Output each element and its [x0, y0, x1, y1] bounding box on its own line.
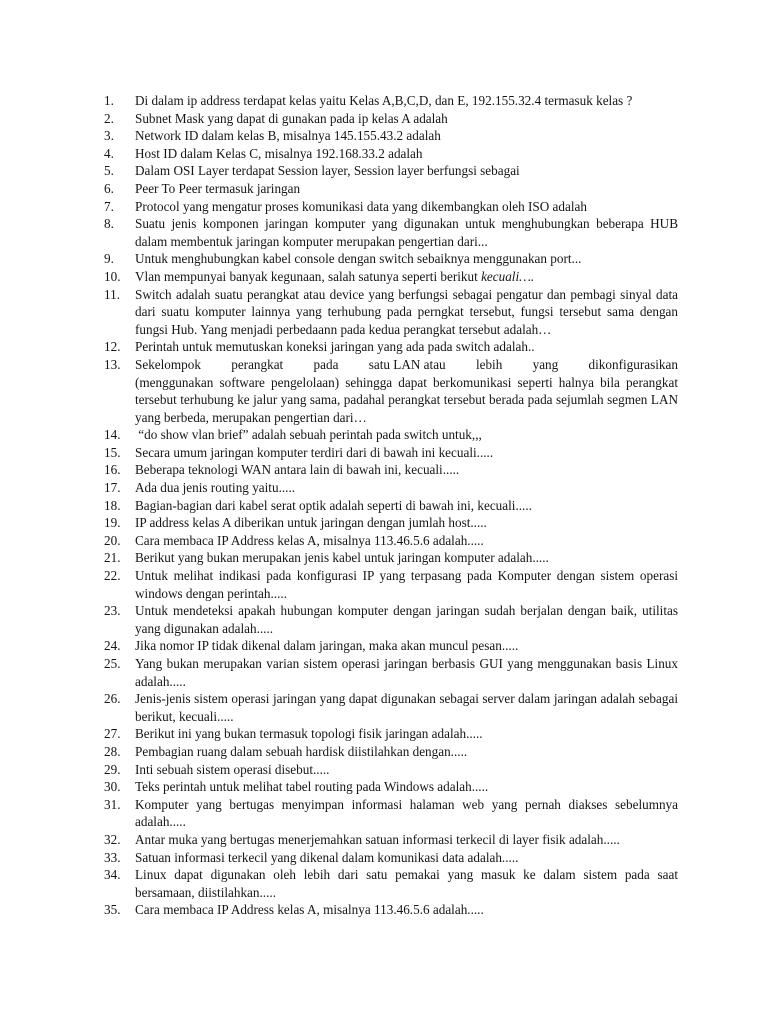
- question-number: 21.: [104, 550, 121, 566]
- question-number: 22.: [104, 568, 121, 584]
- question-text: Suatu jenis komponen jaringan komputer yang digunakan untuk menghubungkan beberapa HUB dalam membentuk jaringan komputer merupakan pengertian dari...: [135, 216, 678, 249]
- question-number: 31.: [104, 796, 121, 812]
- question-text: Antar muka yang bertugas menerjemahkan satuan informasi terkecil di layer fisik adalah.....: [135, 831, 620, 847]
- question-number: 25.: [104, 656, 121, 671]
- question-number: 33.: [104, 849, 121, 865]
- question-text: Secara umum jaringan komputer terdiri dari di bawah ini kecuali.....: [135, 444, 494, 460]
- question-item: [104, 110, 678, 128]
- question-text: IP address kelas A diberikan untuk jaringan dengan jumlah host.....: [135, 515, 487, 531]
- question-item: [104, 866, 678, 901]
- question-item: [104, 338, 678, 356]
- question-number: 5.: [104, 163, 114, 179]
- question-item: [104, 268, 678, 286]
- question-list: [104, 92, 678, 919]
- question-text: Di dalam ip address terdapat kelas yaitu Kelas A,B,C,D, dan E, 192.155.32.4 termasuk kelas ?: [135, 93, 633, 108]
- question-item: [104, 198, 678, 216]
- question-item: [104, 180, 678, 198]
- question-text: Untuk menghubungkan kabel console dengan switch sebaiknya menggunakan port...: [135, 251, 582, 267]
- question-number: 9.: [104, 251, 114, 267]
- question-text: Berikut yang bukan merupakan jenis kabel untuk jaringan komputer adalah.....: [135, 550, 549, 566]
- question-item: [104, 778, 678, 796]
- question-text: Host ID dalam Kelas C, misalnya 192.168.33.2 adalah: [135, 145, 423, 161]
- question-text: Subnet Mask yang dapat di gunakan pada ip kelas A adalah: [135, 110, 448, 126]
- question-number: 12.: [104, 339, 121, 355]
- question-item: [104, 461, 678, 479]
- question-item: [104, 479, 678, 497]
- question-text: “do show vlan brief” adalah sebuah perintah pada switch untuk,,,: [135, 427, 482, 443]
- question-item: [104, 250, 678, 268]
- question-text: Jika nomor IP tidak dikenal dalam jaringan, maka akan muncul pesan.....: [135, 638, 519, 654]
- question-number: 28.: [104, 743, 121, 759]
- question-number: 2.: [104, 110, 114, 126]
- question-number: 35.: [104, 902, 121, 918]
- question-item: [104, 567, 678, 602]
- word: satu LAN atau: [368, 356, 446, 372]
- question-number: 19.: [104, 515, 121, 531]
- question-text: Yang bukan merupakan varian sistem operasi jaringan berbasis GUI yang menggunakan basis Linux adalah.....: [135, 656, 678, 689]
- question-text: Protocol yang mengatur proses komunikasi data yang dikembangkan oleh ISO adalah: [135, 198, 587, 214]
- question-text: Perintah untuk memutuskan koneksi jaringan yang ada pada switch adalah..: [135, 339, 535, 355]
- question-text: Ada dua jenis routing yaitu.....: [135, 480, 296, 496]
- word: Sekelompok: [135, 356, 201, 372]
- question-text: Satuan informasi terkecil yang dikenal dalam komunikasi data adalah.....: [135, 849, 519, 865]
- question-text: Untuk melihat indikasi pada konfigurasi IP yang terpasang pada Komputer dengan sistem operasi windows dengan perintah.....: [135, 568, 678, 601]
- question-number: 10.: [104, 268, 121, 284]
- question-text: Dalam OSI Layer terdapat Session layer, Session layer berfungsi sebagai: [135, 163, 520, 179]
- question-item: [104, 127, 678, 145]
- question-number: 4.: [104, 145, 114, 161]
- question-number: 27.: [104, 726, 121, 742]
- question-text: Switch adalah suatu perangkat atau device yang berfungsi sebagai pengatur dan pembagi sinyal data dari suatu komputer lainnya yang terhubung pada perngkat tersebut, fungsi tersebut sama dengan fungsi Hub. Yang menjadi perbedaann pada kedua perangkat tersebut adalah…: [135, 286, 678, 337]
- question-text-rest: (menggunakan software pengelolaan) sehingga dapat berkomunikasi seperti halnya bila perangkat tersebut terhubung ke jalur yang sama, padahal perangkat tersebut berada pada sejumlah segmen LAN yang berbeda, merupakan pengertian dari…: [135, 374, 678, 425]
- question-item: [104, 690, 678, 725]
- question-item: [104, 743, 678, 761]
- question-item: [104, 444, 678, 462]
- question-number: 6.: [104, 180, 114, 196]
- question-item: [104, 532, 678, 550]
- question-number: 17.: [104, 480, 121, 496]
- question-text: Untuk mendeteksi apakah hubungan komputer dengan jaringan sudah berjalan dengan baik, utilitas yang digunakan adalah.....: [135, 603, 678, 636]
- question-text: Linux dapat digunakan oleh lebih dari satu pemakai yang masuk ke dalam sistem pada saat bersamaan, diistilahkan.....: [135, 867, 678, 900]
- question-text: Komputer yang bertugas menyimpan informasi halaman web yang pernah diakses sebelumnya adalah.....: [135, 796, 678, 830]
- question-item: [104, 356, 678, 426]
- question-number: 3.: [104, 128, 114, 144]
- question-text: Inti sebuah sistem operasi disebut.....: [135, 761, 330, 777]
- question-item: [104, 497, 678, 515]
- question-item: [104, 215, 678, 250]
- question-item: [104, 796, 678, 831]
- question-number: 1.: [104, 93, 114, 108]
- question-item: [104, 426, 678, 444]
- question-text: Cara membaca IP Address kelas A, misalnya 113.46.5.6 adalah.....: [135, 532, 484, 548]
- question-item: [104, 761, 678, 779]
- question-text: [135, 268, 678, 286]
- word: dikonfigurasikan: [588, 356, 678, 372]
- question-item: [104, 602, 678, 637]
- word: pada: [313, 356, 339, 372]
- question-number: 34.: [104, 867, 121, 883]
- question-number: 24.: [104, 638, 121, 654]
- question-number: 11.: [104, 286, 120, 302]
- question-text: Beberapa teknologi WAN antara lain di bawah ini, kecuali.....: [135, 462, 460, 478]
- question-number: 30.: [104, 779, 121, 795]
- question-number: 26.: [104, 691, 121, 707]
- question-text: Bagian-bagian dari kabel serat optik adalah seperti di bawah ini, kecuali.....: [135, 497, 532, 513]
- question-text-emphasis: kecuali….: [481, 268, 535, 284]
- question-number: 13.: [104, 356, 121, 372]
- question-text: [135, 356, 678, 426]
- question-item: [104, 549, 678, 567]
- question-text: Teks perintah untuk melihat tabel routing pada Windows adalah.....: [135, 779, 489, 795]
- question-number: 16.: [104, 462, 121, 478]
- question-item: [104, 725, 678, 743]
- question-item: [104, 655, 678, 690]
- question-first-line: [135, 356, 678, 374]
- word: perangkat: [231, 356, 284, 372]
- word: lebih: [475, 356, 503, 372]
- question-item: [104, 92, 678, 110]
- question-text: Cara membaca IP Address kelas A, misalnya 113.46.5.6 adalah.....: [135, 902, 484, 918]
- question-number: 32.: [104, 831, 121, 847]
- question-number: 23.: [104, 603, 121, 619]
- question-number: 7.: [104, 198, 114, 214]
- question-item: [104, 849, 678, 867]
- question-text: Network ID dalam kelas B, misalnya 145.155.43.2 adalah: [135, 128, 441, 144]
- question-number: 14.: [104, 427, 121, 443]
- word: yang: [532, 356, 559, 372]
- question-number: 15.: [104, 444, 121, 460]
- question-item: [104, 145, 678, 163]
- question-text: Jenis-jenis sistem operasi jaringan yang dapat digunakan sebagai server dalam jaringan adalah sebagai berikut, kecuali.....: [135, 691, 678, 724]
- question-number: 29.: [104, 761, 121, 777]
- question-item: [104, 162, 678, 180]
- question-item: [104, 901, 678, 919]
- question-item: [104, 637, 678, 655]
- question-item: [104, 286, 678, 339]
- question-text: Berikut ini yang bukan termasuk topologi fisik jaringan adalah.....: [135, 726, 483, 742]
- question-text: Peer To Peer termasuk jaringan: [135, 180, 301, 196]
- question-text: Pembagian ruang dalam sebuah hardisk diistilahkan dengan.....: [135, 743, 468, 759]
- question-item: [104, 514, 678, 532]
- question-number: 20.: [104, 532, 121, 548]
- question-number: 8.: [104, 216, 114, 232]
- question-text-main: Vlan mempunyai banyak kegunaan, salah satunya seperti berikut: [135, 268, 478, 284]
- question-number: 18.: [104, 497, 121, 513]
- question-item: [104, 831, 678, 849]
